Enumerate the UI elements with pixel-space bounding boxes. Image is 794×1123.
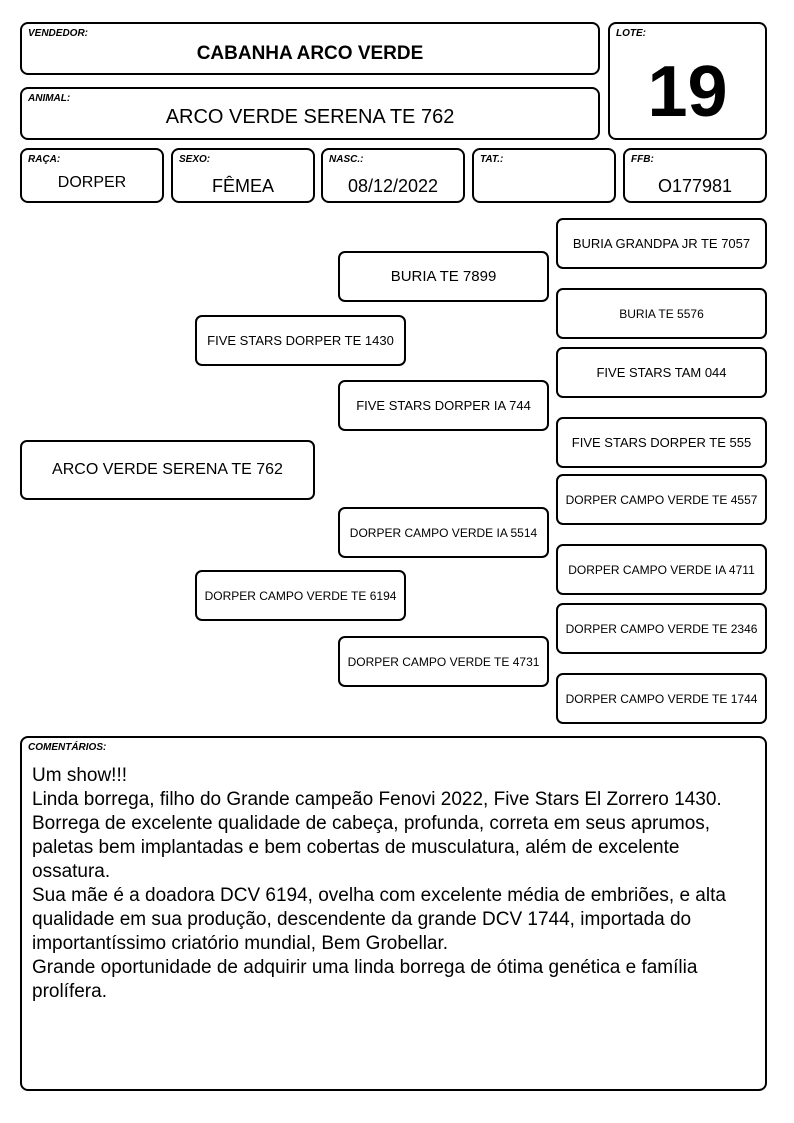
birth-value: 08/12/2022	[347, 176, 439, 196]
vendor-box	[20, 22, 600, 75]
sex-label: SEXO:	[179, 154, 211, 165]
breed-label: RAÇA:	[28, 154, 61, 165]
lot-label: LOTE:	[616, 28, 646, 39]
pedigree-ggp-2: BURIA TE 5576	[556, 288, 767, 339]
pedigree-ggp-5: DORPER CAMPO VERDE TE 4557	[556, 474, 767, 525]
ffb-label: FFB:	[631, 154, 654, 165]
birth-label: NASC.:	[329, 154, 364, 165]
pedigree-sire-dam: FIVE STARS DORPER IA 744	[338, 380, 549, 431]
sex-value: FÊMEA	[211, 176, 274, 196]
sex-box	[171, 148, 315, 203]
pedigree-sire-sire: BURIA TE 7899	[338, 251, 549, 302]
animal-box	[20, 87, 600, 140]
tattoo-label: TAT.:	[480, 154, 504, 165]
birth-box	[321, 148, 465, 203]
tattoo-box	[472, 148, 616, 203]
animal-label: ANIMAL:	[28, 93, 71, 104]
pedigree-ggp-7: DORPER CAMPO VERDE TE 2346	[556, 603, 767, 654]
pedigree-animal: ARCO VERDE SERENA TE 762	[20, 440, 315, 500]
animal-name: ARCO VERDE SERENA TE 762	[165, 106, 455, 128]
pedigree-ggp-4: FIVE STARS DORPER TE 555	[556, 417, 767, 468]
ffb-box	[623, 148, 767, 203]
breed-box	[20, 148, 164, 203]
pedigree-dam-dam: DORPER CAMPO VERDE TE 4731	[338, 636, 549, 687]
pedigree-ggp-6: DORPER CAMPO VERDE IA 4711	[556, 544, 767, 595]
pedigree-sire: FIVE STARS DORPER TE 1430	[195, 315, 406, 366]
pedigree-ggp-3: FIVE STARS TAM 044	[556, 347, 767, 398]
vendor-name: CABANHA ARCO VERDE	[196, 43, 424, 64]
lot-box	[608, 22, 767, 140]
comments-box	[20, 736, 767, 1091]
pedigree-ggp-1: BURIA GRANDPA JR TE 7057	[556, 218, 767, 269]
vendor-label: VENDEDOR:	[28, 28, 89, 39]
pedigree-ggp-8: DORPER CAMPO VERDE TE 1744	[556, 673, 767, 724]
pedigree-dam-sire: DORPER CAMPO VERDE IA 5514	[338, 507, 549, 558]
comments-text: Um show!!! Linda borrega, filho do Grande campeão Fenovi 2022, Five Stars El Zorrero 1430. Borrega de excelente qualidade de cabeça, profunda, correta em seus aprumos, paletas bem implantadas e bem cobertas de musculatura, além de excelente ossatura. Sua mãe é a doadora DCV 6194, ovelha com excelente média de embriões, e alta qualidade em sua produção, descendente da grande DCV 1744, importada do importantíssimo criatório mundial, Bem Grobellar. Grande oportunidade de adquirir uma linda borrega de ótima genética e família prolífera.	[32, 765, 726, 1002]
pedigree-dam: DORPER CAMPO VERDE TE 6194	[195, 570, 406, 621]
comments-label: COMENTÁRIOS:	[28, 742, 107, 753]
lot-number: 19	[647, 52, 728, 132]
breed-value: DORPER	[57, 174, 127, 191]
ffb-value: O177981	[657, 176, 733, 196]
